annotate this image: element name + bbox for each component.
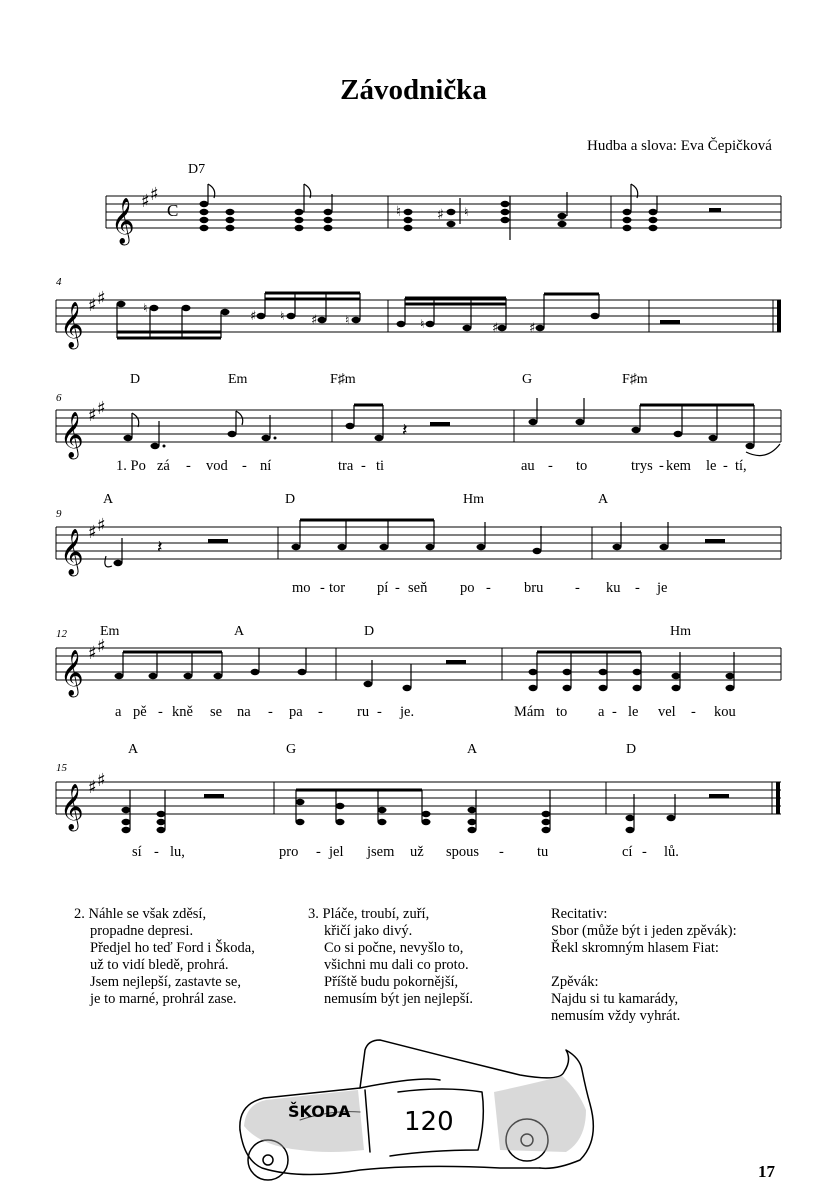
lyric: spous	[446, 844, 480, 860]
chord-symbol: G	[286, 742, 297, 757]
lyric: -	[186, 458, 191, 474]
svg-text:♯: ♯	[311, 313, 318, 328]
lyric: -	[318, 704, 323, 720]
svg-text:𝄞: 𝄞	[60, 529, 84, 575]
lyric: kou	[714, 704, 736, 720]
measure-number: 12	[56, 628, 67, 640]
lyric: pí	[377, 580, 389, 596]
lyric: je	[657, 580, 668, 596]
lyric: -	[612, 704, 617, 720]
svg-text:♯: ♯	[529, 321, 536, 336]
lyric: pro	[279, 844, 299, 860]
lyric: bru	[524, 580, 544, 596]
lyric: sí	[132, 844, 142, 860]
lyric: po	[460, 580, 475, 596]
lyric: -	[158, 704, 163, 720]
lyric: se	[210, 704, 223, 720]
lyric: tí,	[735, 458, 747, 474]
chord-symbol: D	[364, 624, 375, 639]
chord-symbol: D	[285, 492, 296, 507]
svg-text:𝄽: 𝄽	[157, 537, 163, 558]
lyric: -	[691, 704, 696, 720]
verse-line: propadne depresi.	[90, 923, 194, 939]
verse-line: nemusím vždy vyhrát.	[551, 1008, 681, 1024]
chord-symbol: A	[128, 742, 139, 757]
lyric: -	[548, 458, 553, 474]
lyric: tu	[537, 844, 549, 860]
page-number: 17	[758, 1162, 775, 1181]
lyric: jel	[329, 844, 344, 860]
svg-text:♮: ♮	[464, 205, 469, 219]
lyric: kně	[172, 704, 193, 720]
svg-text:♯: ♯	[141, 191, 150, 212]
lyric: tor	[329, 580, 346, 596]
svg-text:♮: ♮	[345, 313, 350, 327]
verse-line: Zpěvák:	[551, 974, 599, 990]
svg-text:𝄞: 𝄞	[60, 650, 84, 696]
lyric: 1. Po	[116, 458, 146, 474]
lyric: ru	[357, 704, 370, 720]
lyric: -	[723, 458, 728, 474]
chord-symbol: Hm	[670, 624, 691, 639]
lyric: lu,	[170, 844, 185, 860]
chord-symbol: G	[522, 372, 533, 387]
verse-line: křičí jako divý.	[324, 923, 413, 939]
svg-text:𝄞: 𝄞	[60, 784, 84, 830]
chord-symbol: A	[234, 624, 245, 639]
svg-text:♯: ♯	[97, 770, 106, 791]
verse-line: 2. Náhle se však zděsí,	[74, 906, 207, 922]
lyric: -	[499, 844, 504, 860]
lyric: ku	[606, 580, 621, 596]
chord-symbol: A	[598, 492, 609, 507]
verse-line: už to vidí bledě, prohrá.	[90, 957, 229, 973]
verse-line: všichni mu dali co proto.	[324, 957, 469, 973]
svg-text:♯: ♯	[88, 777, 97, 798]
measure-number: 4	[56, 276, 62, 288]
svg-text:♯: ♯	[88, 522, 97, 543]
verse-line: Příště budu pokornější,	[324, 974, 459, 990]
verse-line: Recitativ:	[551, 906, 608, 922]
lyric: a	[598, 704, 605, 720]
svg-text:♮: ♮	[420, 317, 425, 331]
measure-number: 9	[56, 508, 62, 520]
lyric: -	[316, 844, 321, 860]
svg-text:♯: ♯	[437, 207, 444, 223]
svg-text:♯: ♯	[88, 405, 97, 426]
lyric: -	[268, 704, 273, 720]
svg-text:♮: ♮	[280, 309, 285, 323]
svg-text:♯: ♯	[250, 309, 257, 324]
composer-credit: Hudba a slova: Eva Čepičková	[587, 138, 772, 154]
lyric: a	[115, 704, 122, 720]
lyric: ní	[260, 458, 272, 474]
lyric: -	[486, 580, 491, 596]
lyric: -	[242, 458, 247, 474]
chord-symbol: A	[103, 492, 114, 507]
verse-line: Najdu si tu kamarády,	[551, 991, 679, 1007]
lyric: je.	[400, 704, 415, 720]
chord-symbol: A	[467, 742, 478, 757]
lyric: seň	[408, 580, 428, 596]
lyric: už	[410, 844, 424, 860]
lyric: to	[556, 704, 568, 720]
lyric: tra	[338, 458, 354, 474]
chord-symbol: D7	[188, 162, 206, 177]
lyric: -	[659, 458, 664, 474]
chord-symbol: Hm	[463, 492, 484, 507]
lyric: na	[237, 704, 251, 720]
lyric: to	[576, 458, 588, 474]
lyric: le	[706, 458, 717, 474]
lyric: -	[377, 704, 382, 720]
lyric: -	[635, 580, 640, 596]
drawing-brand-label: ŠKODA	[288, 1102, 351, 1121]
drawing-number-label: 120	[404, 1107, 454, 1137]
lyric: -	[395, 580, 400, 596]
svg-text:♯: ♯	[88, 295, 97, 316]
lyric: au	[521, 458, 535, 474]
svg-text:♯: ♯	[150, 184, 159, 205]
lyric: mo	[292, 580, 311, 596]
lyric: -	[361, 458, 366, 474]
chord-symbol: D	[130, 372, 141, 387]
svg-text:𝄞: 𝄞	[60, 412, 84, 458]
svg-text:C: C	[167, 201, 179, 220]
svg-text:𝄽: 𝄽	[402, 420, 408, 441]
verse-line: 3. Pláče, troubí, zuří,	[308, 906, 430, 922]
chord-symbol: F♯m	[622, 372, 648, 387]
lyric: vod	[206, 458, 228, 474]
svg-text:♯: ♯	[97, 288, 106, 309]
lyric: lů.	[664, 844, 679, 860]
lyric: Mám	[514, 704, 545, 720]
verse-line: Co si počne, nevyšlo to,	[324, 940, 464, 956]
lyric: -	[320, 580, 325, 596]
chord-symbol: F♯m	[330, 372, 356, 387]
lyric: pě	[133, 704, 147, 720]
svg-text:♯: ♯	[88, 643, 97, 664]
chord-symbol: Em	[228, 372, 248, 387]
svg-text:♯: ♯	[97, 636, 106, 657]
verse-line: Řekl skromným hlasem Fiat:	[551, 940, 719, 956]
lyric: trys	[631, 458, 653, 474]
song-title: Závodnička	[340, 74, 487, 106]
chord-symbol: D	[626, 742, 637, 757]
lyric: -	[575, 580, 580, 596]
lyric: ti	[376, 458, 385, 474]
verse-line: Jsem nejlepší, zastavte se,	[90, 974, 241, 990]
lyric: -	[642, 844, 647, 860]
measure-number: 6	[56, 392, 62, 404]
chord-symbol: Em	[100, 624, 120, 639]
svg-text:♯: ♯	[97, 515, 106, 536]
verse-line: Sbor (může být i jeden zpěvák):	[551, 923, 737, 939]
lyric: cí	[622, 844, 633, 860]
verse-line: je to marné, prohrál zase.	[90, 991, 237, 1007]
svg-text:♮: ♮	[143, 301, 148, 315]
measure-number: 15	[56, 762, 67, 774]
svg-text:♯: ♯	[97, 398, 106, 419]
svg-text:𝄞: 𝄞	[60, 302, 84, 348]
verse-line: nemusím být jen nejlepší.	[324, 991, 474, 1007]
lyric: -	[154, 844, 159, 860]
verse-line: Předjel ho teď Ford i Škoda,	[90, 940, 255, 956]
svg-text:♯: ♯	[492, 321, 499, 336]
svg-text:♮: ♮	[396, 204, 402, 220]
lyric: kem	[666, 458, 691, 474]
svg-text:𝄞: 𝄞	[111, 198, 135, 244]
lyric: pa	[289, 704, 303, 720]
lyric: zá	[157, 458, 170, 474]
lyric: jsem	[367, 844, 395, 860]
lyric: le	[628, 704, 639, 720]
lyric: vel	[658, 704, 676, 720]
